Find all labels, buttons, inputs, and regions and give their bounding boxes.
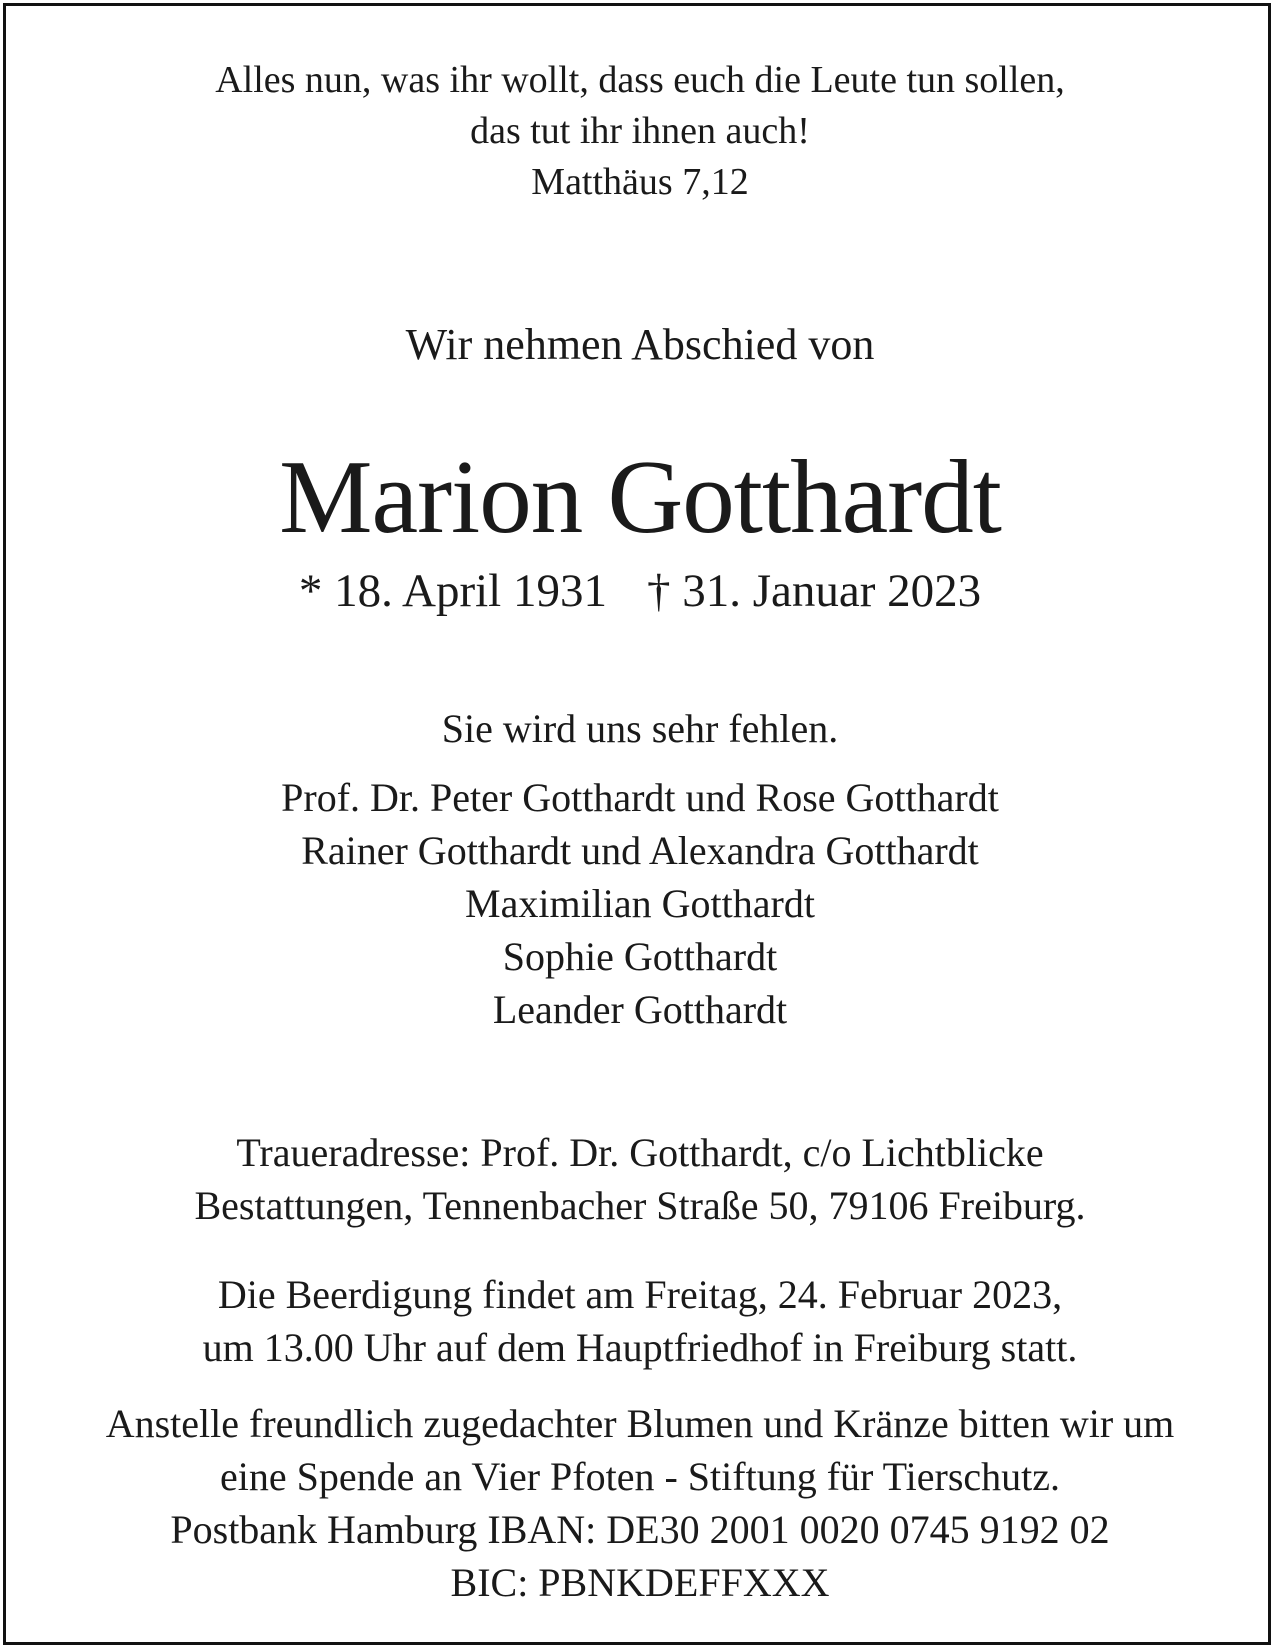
verse-reference: Matthäus 7,12 <box>531 161 749 203</box>
farewell-intro-text: Wir nehmen Abschied von <box>405 320 875 369</box>
bank-iban: Postbank Hamburg IBAN: DE30 2001 0020 0745 9192 02 <box>170 1507 1110 1552</box>
mourning-address <box>0 1126 1280 1232</box>
mourner-name: Rainer Gotthardt und Alexandra Gotthardt <box>301 828 979 873</box>
farewell-intro <box>0 318 1280 372</box>
funeral-line: um 13.00 Uhr auf dem Hauptfriedhof in Freiburg statt. <box>202 1325 1078 1370</box>
verse-line: das tut ihr ihnen auch! <box>470 110 810 152</box>
mourner-name: Leander Gotthardt <box>492 987 788 1032</box>
mourner-name: Maximilian Gotthardt <box>465 881 815 926</box>
death-date: † 31. Januar 2023 <box>646 565 982 617</box>
bible-verse <box>0 55 1280 208</box>
deceased-name-text: Marion Gotthardt <box>279 438 1001 555</box>
life-dates <box>0 562 1280 620</box>
verse-line: Alles nun, was ihr wollt, dass euch die Leute tun sollen, <box>215 59 1065 101</box>
bank-bic: BIC: PBNKDEFFXXX <box>450 1560 830 1605</box>
donation-request <box>0 1397 1280 1609</box>
funeral-details <box>0 1268 1280 1374</box>
missed-statement <box>0 703 1280 755</box>
address-line: Bestattungen, Tennenbacher Straße 50, 79106 Freiburg. <box>194 1183 1086 1228</box>
birth-date: * 18. April 1931 <box>298 565 607 617</box>
deceased-name <box>0 438 1280 556</box>
missed-statement-text: Sie wird uns sehr fehlen. <box>441 706 839 751</box>
mourner-name: Prof. Dr. Peter Gotthardt und Rose Gotthardt <box>281 775 999 820</box>
donation-line: Anstelle freundlich zugedachter Blumen und Kränze bitten wir um <box>105 1401 1175 1446</box>
address-line: Traueradresse: Prof. Dr. Gotthardt, c/o Lichtblicke <box>236 1130 1044 1175</box>
funeral-line: Die Beerdigung findet am Freitag, 24. Februar 2023, <box>217 1272 1063 1317</box>
mourners-list <box>0 771 1280 1036</box>
life-dates-line <box>0 562 1280 620</box>
donation-line: eine Spende an Vier Pfoten - Stiftung für Tierschutz. <box>219 1454 1061 1499</box>
mourner-name: Sophie Gotthardt <box>502 934 778 979</box>
